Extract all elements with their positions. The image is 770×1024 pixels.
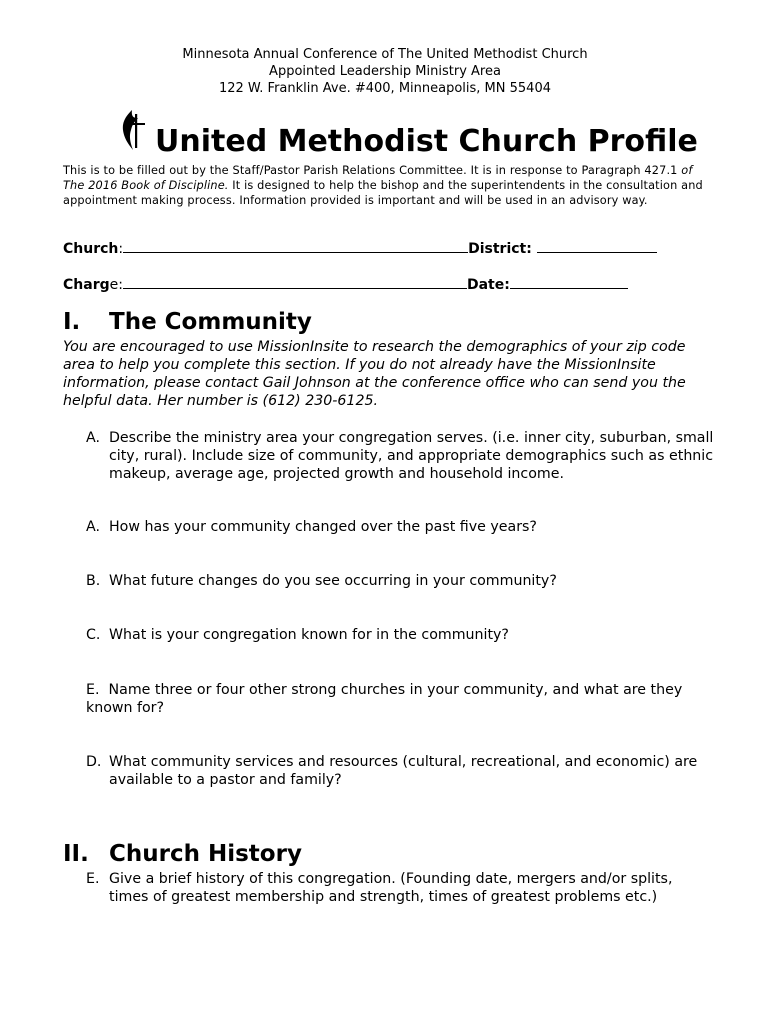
section-number: II.	[63, 841, 89, 867]
header-line-1: Minnesota Annual Conference of The United Methodist Church	[182, 47, 588, 62]
charge-suffix: e:	[109, 277, 123, 293]
question-label: E.	[86, 871, 100, 887]
question-text: What future changes do you see occurring in your community?	[109, 573, 557, 589]
section-history-heading	[63, 841, 302, 867]
question-item	[86, 870, 716, 906]
church-label: Church	[63, 241, 119, 257]
cross-and-flame-logo	[118, 108, 148, 152]
intro-paragraph	[63, 163, 713, 208]
intro-book-reference: of The 2016 Book of Discipline.	[63, 164, 693, 192]
question-label: A.	[86, 519, 100, 535]
page-title: United Methodist Church Profile	[155, 124, 698, 159]
question-item	[86, 626, 716, 644]
question-label: A.	[86, 430, 100, 446]
charge-date-row	[63, 274, 628, 293]
question-item	[86, 518, 716, 536]
section-community-heading	[63, 309, 312, 335]
cross-vertical	[135, 114, 137, 148]
intro-part-2: It is designed to help the bishop and the superintendents in the consultation and appointment making process. Information provided is important and will be used in an advisory way.	[63, 179, 703, 207]
cross-horizontal	[128, 123, 145, 125]
question-text: How has your community changed over the past five years?	[109, 519, 537, 535]
intro-part-1: This is to be filled out by the Staff/Pastor Parish Relations Committee. It is in response to Paragraph 427.1	[63, 164, 682, 177]
question-text: Give a brief history of this congregation. (Founding date, mergers and/or splits, times of greatest membership and strength, times of greatest problems etc.)	[109, 871, 673, 905]
question-label: E.	[86, 682, 100, 698]
church-district-row	[63, 238, 657, 257]
charge-label: Charg	[63, 277, 110, 293]
church-colon: :	[118, 241, 124, 257]
question-body	[86, 681, 716, 717]
header-line-3: 122 W. Franklin Ave. #400, Minneapolis, MN 55404	[218, 81, 551, 96]
question-label: D.	[86, 754, 102, 770]
conference-header	[0, 46, 770, 97]
church-blank-field[interactable]	[123, 238, 468, 253]
question-label: B.	[86, 573, 101, 589]
section-title: The Community	[109, 309, 312, 335]
question-text: Describe the ministry area your congregation serves. (i.e. inner city, suburban, small city, rural). Include size of community, and appropriate demographics such as ethnic makeup, average age, projected growth and household income.	[109, 430, 714, 482]
question-item	[86, 681, 716, 717]
question-item	[86, 753, 716, 789]
district-label: District:	[468, 241, 537, 257]
question-text: What is your congregation known for in the community?	[109, 627, 509, 643]
section-title: Church History	[109, 841, 302, 867]
community-intro: You are encouraged to use MissionInsite to research the demographics of your zip code area to help you complete this section. If you do not already have the MissionInsite information, please contact Gail Johnson at the conference office who can send you the helpful data. Her number is (612) 230-6125.	[63, 339, 686, 409]
question-text: Name three or four other strong churches in your community, and what are they known for?	[86, 682, 683, 716]
date-blank-field[interactable]	[510, 274, 628, 289]
question-item	[86, 429, 716, 483]
charge-blank-field[interactable]	[123, 274, 467, 289]
header-line-2: Appointed Leadership Ministry Area	[269, 64, 501, 79]
question-text: What community services and resources (cultural, recreational, and economic) are available to a pastor and family?	[109, 754, 698, 788]
section-number: I.	[63, 309, 81, 335]
district-blank-field[interactable]	[537, 238, 657, 253]
question-label: C.	[86, 627, 101, 643]
date-label: Date:	[466, 277, 510, 293]
question-item	[86, 572, 716, 590]
